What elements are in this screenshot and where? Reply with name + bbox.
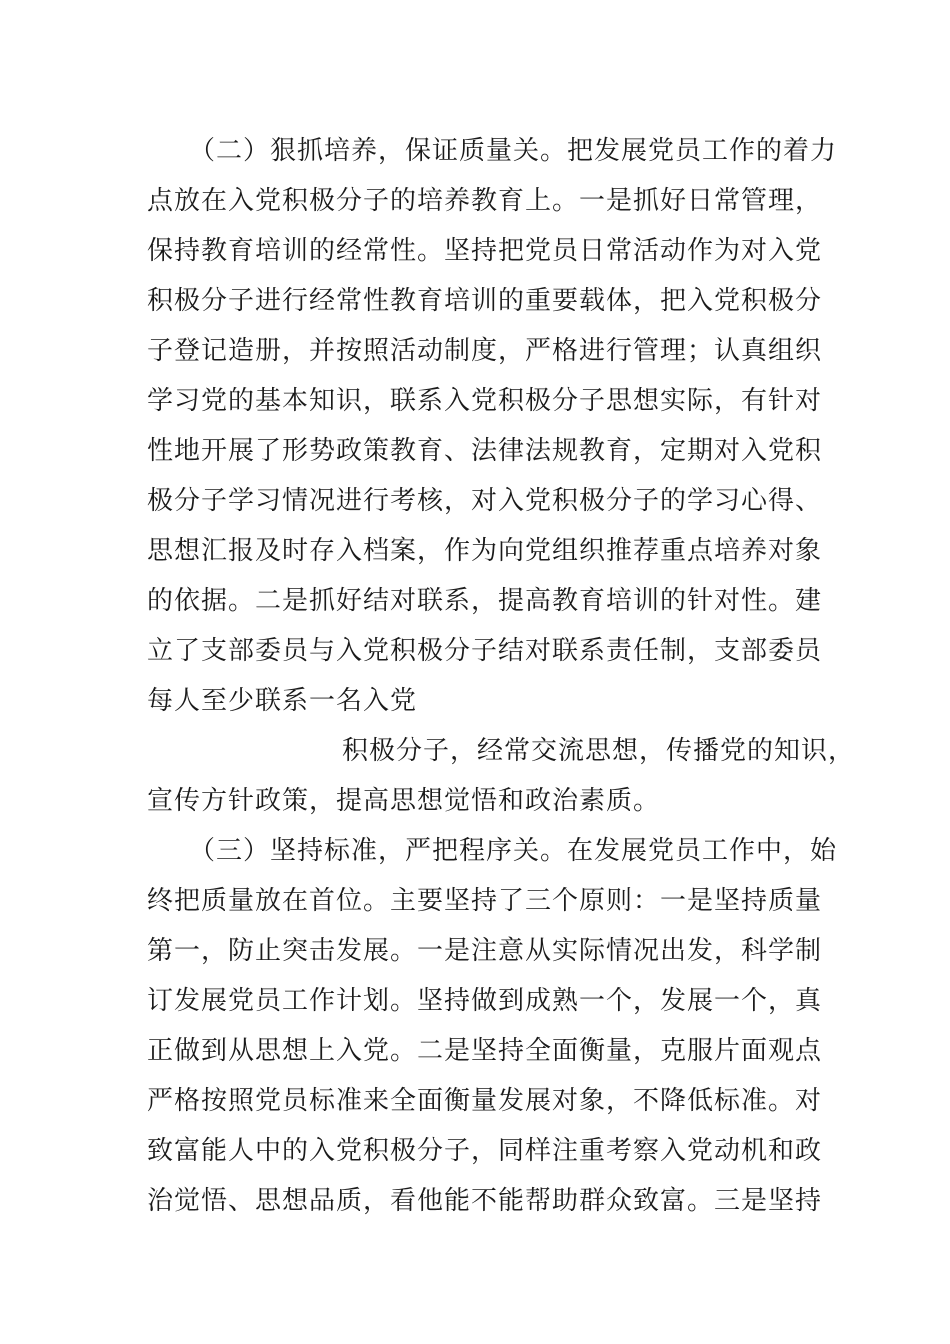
paragraph-2-line-4: 积极分子进行经常性教育培训的重要载体，把入党积极分 — [147, 286, 823, 316]
paragraph-3-line-5: 正做到从思想上入党。二是坚持全面衡量，克服片面观点 — [147, 1036, 823, 1066]
paragraph-2-line-10: 的依据。二是抓好结对联系，提高教育培训的针对性。建 — [147, 586, 823, 616]
paragraph-2-line-13: 积极分子，经常交流思想，传播党的知识， — [342, 736, 856, 766]
paragraph-2-line-14: 宣传方针政策，提高思想觉悟和政治素质。 — [147, 786, 661, 816]
paragraph-3-line-7: 致富能人中的入党积极分子，同样注重考察入党动机和政 — [147, 1136, 823, 1166]
paragraph-2-line-9: 思想汇报及时存入档案，作为向党组织推荐重点培养对象 — [147, 536, 823, 566]
paragraph-2-line-2: 点放在入党积极分子的培养教育上。一是抓好日常管理， — [147, 186, 823, 216]
paragraph-3-line-6: 严格按照党员标准来全面衡量发展对象，不降低标准。对 — [147, 1086, 823, 1116]
paragraph-2-line-7: 性地开展了形势政策教育、法律法规教育，定期对入党积 — [147, 436, 823, 466]
paragraph-2-line-6: 学习党的基本知识，联系入党积极分子思想实际，有针对 — [147, 386, 823, 416]
paragraph-2-line-8: 极分子学习情况进行考核，对入党积极分子的学习心得、 — [147, 486, 823, 516]
paragraph-2-line-12: 每人至少联系一名入党 — [147, 686, 418, 716]
paragraph-2-line-3: 保持教育培训的经常性。坚持把党员日常活动作为对入党 — [147, 236, 823, 266]
paragraph-2-line-5: 子登记造册，并按照活动制度，严格进行管理；认真组织 — [147, 336, 823, 366]
paragraph-3-line-2: 终把质量放在首位。主要坚持了三个原则：一是坚持质量 — [147, 886, 823, 916]
paragraph-2-line-1: （二）狠抓培养，保证质量关。把发展党员工作的着力 — [189, 136, 838, 166]
paragraph-3-line-8: 治觉悟、思想品质，看他能不能帮助群众致富。三是坚持 — [147, 1186, 823, 1216]
paragraph-2-line-11: 立了支部委员与入党积极分子结对联系责任制，支部委员 — [147, 636, 823, 666]
paragraph-3-line-1: （三）坚持标准，严把程序关。在发展党员工作中，始 — [189, 836, 838, 866]
paragraph-3-line-4: 订发展党员工作计划。坚持做到成熟一个，发展一个，真 — [147, 986, 823, 1016]
paragraph-3-line-3: 第一，防止突击发展。一是注意从实际情况出发，科学制 — [147, 936, 823, 966]
